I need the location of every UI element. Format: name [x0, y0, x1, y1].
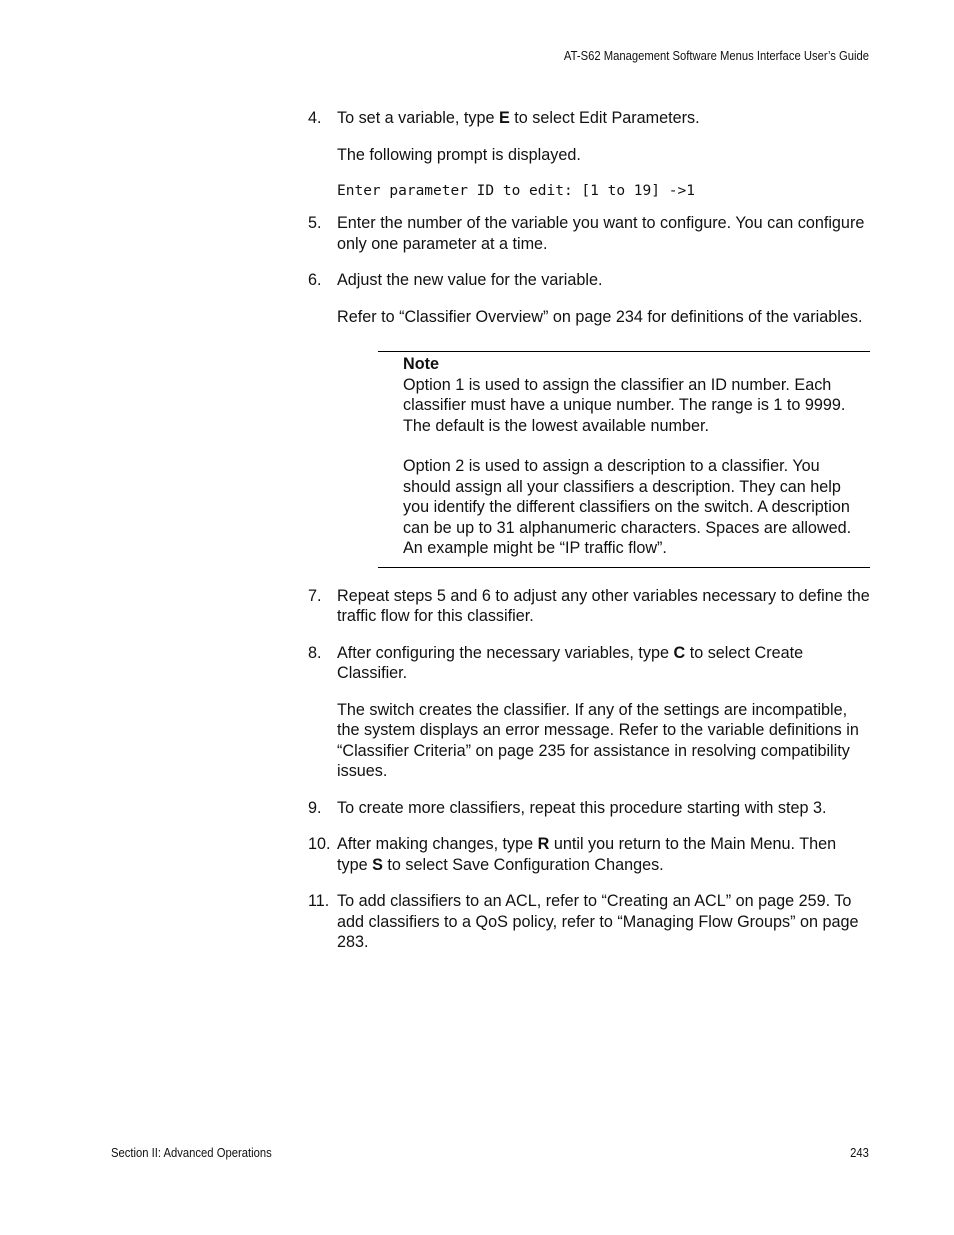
step-number: 10. [308, 835, 331, 853]
step-number: 9. [308, 798, 322, 817]
code-prompt: Enter parameter ID to edit: [1 to 19] ->1 [337, 183, 695, 199]
key-label: E [498, 109, 510, 127]
key-label: S [372, 855, 383, 874]
running-header: AT-S62 Management Software Menus Interface User’s Guide [563, 49, 869, 63]
step-text: To set a variable, type [337, 109, 499, 127]
page-number: 243 [850, 1146, 869, 1160]
step-number: 7. [308, 586, 322, 605]
key-label: R [537, 835, 550, 853]
step-text: to select Save Configuration Changes. [382, 855, 664, 874]
step-text: After making changes, type [337, 835, 538, 853]
paragraph: Refer to “Classifier Overview” on page 234 for definitions of the variables. [337, 307, 863, 326]
step-text: until you return to the Main Menu. Then type [337, 835, 837, 874]
step-10 [308, 834, 870, 875]
step-text: To create more classifiers, repeat this procedure starting with step 3. [337, 798, 827, 817]
step-number: 4. [308, 109, 322, 127]
paragraph: The following prompt is displayed. [337, 145, 581, 164]
step-11 [308, 891, 870, 953]
step-number: 8. [308, 643, 322, 662]
step-number: 5. [308, 214, 322, 232]
note-box [378, 351, 870, 568]
note-title: Note [403, 355, 439, 373]
step-number: 6. [308, 271, 322, 289]
page-content [308, 108, 870, 969]
step-text: Repeat steps 5 and 6 to adjust any other variables necessary to define the traffic flow for this classifier. [337, 586, 870, 625]
paragraph: The switch creates the classifier. If any of the settings are incompatible, the system displays an error message. Refer to the variable definitions in “Classifier Criteria” on page 235 for assistance in resolving compatibility issues. [337, 700, 859, 780]
step-text: After configuring the necessary variables, type [337, 643, 674, 662]
step-text: Enter the number of the variable you want to configure. You can configure only one parameter at a time. [337, 214, 865, 253]
step-text: to select Create Classifier. [337, 643, 804, 682]
note-paragraph: Option 1 is used to assign the classifier an ID number. Each classifier must have a unique number. The range is 1 to 9999. The default is the lowest available number. [403, 375, 846, 435]
key-label: C [673, 643, 686, 662]
footer-section: Section II: Advanced Operations [111, 1146, 272, 1160]
note-paragraph: Option 2 is used to assign a description to a classifier. You should assign all your classifiers a description. They can help you identify the different classifiers on the switch. A description can be up to 31 alphanumeric characters. Spaces are allowed. An example might be “IP traffic flow”. [403, 457, 852, 557]
step-text: To add classifiers to an ACL, refer to “Creating an ACL” on page 259. To add classifiers to a QoS policy, refer to “Managing Flow Groups” on page 283. [337, 892, 859, 951]
step-text: to select Edit Parameters. [509, 109, 700, 127]
step-7 [308, 586, 870, 627]
step-6 [308, 270, 870, 291]
step-text: Adjust the new value for the variable. [337, 271, 603, 289]
step-number: 11. [308, 892, 330, 910]
step-8 [308, 643, 870, 684]
step-9 [308, 798, 870, 819]
step-4 [308, 108, 870, 129]
step-5 [308, 213, 870, 254]
